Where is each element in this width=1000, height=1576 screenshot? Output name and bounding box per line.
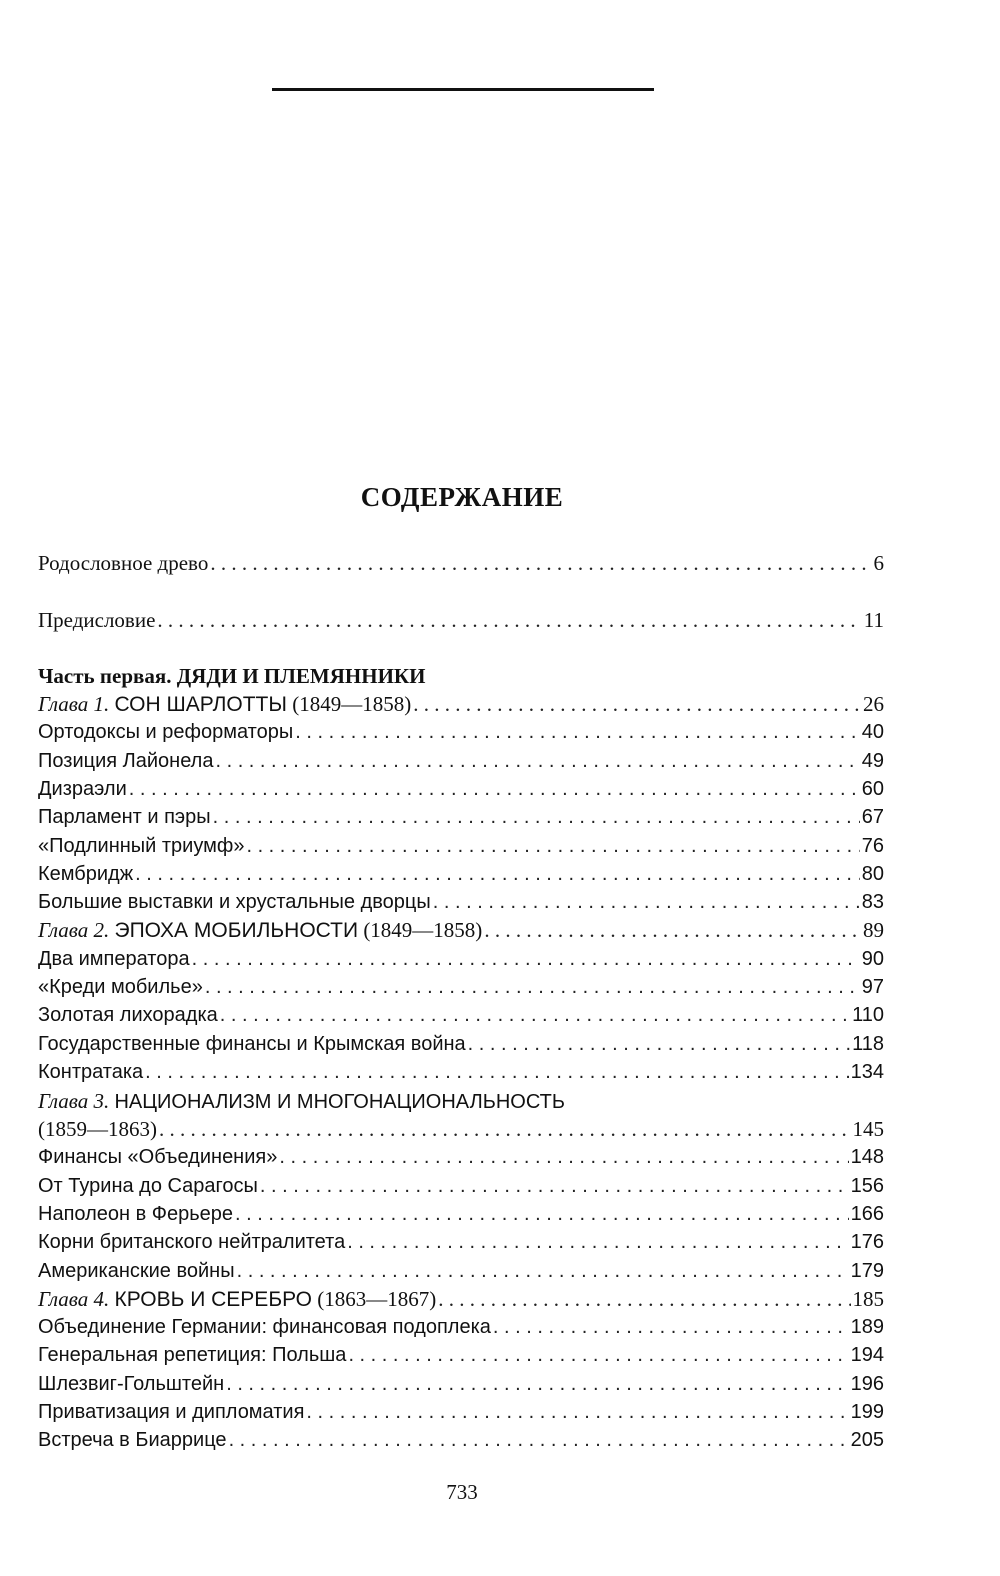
toc-entry-page: 166	[850, 1203, 884, 1225]
toc-entry-label: Золотая лихорадка	[38, 1004, 218, 1026]
toc-entry-page: 80	[861, 863, 884, 885]
toc-entry-label: Предисловие	[38, 608, 156, 632]
leader-dots	[433, 888, 860, 916]
leader-dots	[229, 1426, 849, 1454]
toc-entry-page: 60	[861, 778, 884, 800]
toc-entry-label: Контратака	[38, 1061, 144, 1083]
chapter-heading	[38, 916, 482, 945]
toc-section[interactable]	[38, 803, 884, 831]
toc-entry-label: Финансы «Объединения»	[38, 1146, 278, 1168]
toc-entry-label: Парламент и пэры	[38, 806, 211, 828]
leader-dots	[260, 1172, 849, 1200]
part-title: Часть первая. ДЯДИ И ПЛЕМЯННИКИ	[38, 664, 426, 688]
toc-chapter-1[interactable]	[38, 690, 884, 718]
toc-section[interactable]	[38, 973, 884, 1001]
leader-dots	[192, 945, 860, 973]
chapter-heading	[38, 1285, 436, 1314]
toc-section[interactable]	[38, 1001, 884, 1029]
toc-entry-label: Большие выставки и хрустальные дворцы	[38, 891, 431, 913]
leader-dots	[213, 803, 860, 831]
toc-entry-label: Ортодоксы и реформаторы	[38, 721, 294, 743]
toc-section[interactable]	[38, 888, 884, 916]
toc-entry-page: 110	[852, 1004, 884, 1026]
toc-entry-preface[interactable]	[38, 606, 884, 634]
toc-section[interactable]	[38, 1341, 884, 1369]
toc-entry-page: 189	[850, 1316, 884, 1338]
toc-entry-label: Родословное древо	[38, 551, 209, 575]
toc-section[interactable]	[38, 1030, 884, 1058]
leader-dots	[159, 1115, 851, 1143]
leader-dots	[235, 1200, 849, 1228]
toc-entry-page: 205	[850, 1429, 884, 1451]
toc-chapter-4[interactable]	[38, 1285, 884, 1313]
toc-entry-page: 6	[873, 551, 884, 575]
chapter-heading-line	[38, 1087, 565, 1116]
toc-entry-page: 49	[861, 750, 884, 772]
toc-entry-genealogy[interactable]	[38, 549, 884, 577]
toc-entry-label: Шлезвиг-Гольштейн	[38, 1373, 225, 1395]
toc-entry-page: 67	[861, 806, 884, 828]
toc-entry-page: 11	[863, 608, 884, 632]
toc-entry-page: 194	[850, 1344, 884, 1366]
toc-section[interactable]	[38, 832, 884, 860]
leader-dots	[237, 1257, 849, 1285]
toc-entry-page: 179	[850, 1260, 884, 1282]
chapter-prefix: Глава 1.	[38, 692, 110, 716]
toc-entry-page: 196	[850, 1373, 884, 1395]
chapter-dates: (1849—1858)	[363, 918, 483, 942]
leader-dots	[306, 1398, 848, 1426]
toc-chapter-3[interactable]	[38, 1115, 884, 1143]
toc-entry-page: 185	[852, 1287, 884, 1311]
leader-dots	[413, 690, 861, 718]
leader-dots	[145, 1058, 848, 1086]
page-number: 733	[446, 1480, 478, 1504]
toc-entry-label: Встреча в Биаррице	[38, 1429, 227, 1451]
toc-section[interactable]	[38, 1228, 884, 1256]
toc-section[interactable]	[38, 1143, 884, 1171]
toc-entry-page: 97	[861, 976, 884, 998]
top-rule	[272, 88, 654, 91]
toc-entry-page: 176	[850, 1231, 884, 1253]
leader-dots	[215, 747, 859, 775]
toc-section[interactable]	[38, 1200, 884, 1228]
toc-section[interactable]	[38, 1058, 884, 1086]
chapter-title: СОН ШАРЛОТТЫ	[114, 693, 287, 716]
toc-entry-page: 90	[861, 948, 884, 970]
chapter-prefix: Глава 4.	[38, 1287, 110, 1311]
toc-section[interactable]	[38, 1257, 884, 1285]
chapter-prefix: Глава 2.	[38, 918, 110, 942]
chapter-prefix: Глава 3.	[38, 1089, 110, 1113]
leader-dots	[438, 1285, 850, 1313]
chapter-heading	[38, 690, 411, 719]
toc-section[interactable]	[38, 1172, 884, 1200]
leader-dots	[210, 549, 871, 577]
chapter-dates: (1849—1858)	[292, 692, 412, 716]
leader-dots	[129, 775, 860, 803]
toc-entry-label: «Креди мобилье»	[38, 976, 203, 998]
page-title: СОДЕРЖАНИЕ	[360, 482, 564, 512]
toc-section[interactable]	[38, 1426, 884, 1454]
toc-entry-label: Два императора	[38, 948, 190, 970]
toc-section[interactable]	[38, 775, 884, 803]
toc-section[interactable]	[38, 1398, 884, 1426]
chapter-title: ЭПОХА МОБИЛЬНОСТИ	[114, 919, 359, 942]
chapter-title: НАЦИОНАЛИЗМ И МНОГОНАЦИОНАЛЬНОСТЬ	[114, 1091, 565, 1113]
toc-entry-label: Кембридж	[38, 863, 134, 885]
toc-entry-label: Генеральная репетиция: Польша	[38, 1344, 347, 1366]
leader-dots	[295, 718, 860, 746]
toc-entry-page: 26	[863, 692, 884, 716]
toc-entry-page: 76	[861, 835, 884, 857]
toc-section[interactable]	[38, 1313, 884, 1341]
toc-section[interactable]	[38, 860, 884, 888]
toc-section[interactable]	[38, 945, 884, 973]
toc-entry-page: 156	[850, 1175, 884, 1197]
leader-dots	[220, 1001, 850, 1029]
toc-entry-page: 148	[850, 1146, 884, 1168]
toc-entry-label: Государственные финансы и Крымская война	[38, 1033, 466, 1055]
toc-entry-label: Позиция Лайонела	[38, 750, 214, 772]
toc-entry-label: «Подлинный триумф»	[38, 835, 245, 857]
leader-dots	[246, 832, 859, 860]
toc-section[interactable]	[38, 747, 884, 775]
leader-dots	[157, 606, 861, 634]
chapter-title: КРОВЬ И СЕРЕБРО	[114, 1288, 312, 1311]
toc-entry-label: Дизраэли	[38, 778, 127, 800]
toc-entry-page: 89	[863, 918, 884, 942]
leader-dots	[348, 1341, 848, 1369]
toc-entry-page: 134	[850, 1061, 884, 1083]
chapter-dates: (1859—1863)	[38, 1117, 157, 1141]
leader-dots	[484, 916, 861, 944]
toc-entry-label: Американские войны	[38, 1260, 235, 1282]
toc-entry-label: От Турина до Сарагосы	[38, 1175, 258, 1197]
toc-section[interactable]	[38, 1370, 884, 1398]
toc-chapter-2[interactable]	[38, 916, 884, 944]
toc-entry-label: Объединение Германии: финансовая подоплека	[38, 1316, 491, 1338]
leader-dots	[493, 1313, 849, 1341]
toc-entry-page: 40	[861, 721, 884, 743]
toc-entry-page: 118	[852, 1033, 884, 1055]
toc-section[interactable]	[38, 718, 884, 746]
toc-entry-label: Наполеон в Ферьере	[38, 1203, 234, 1225]
leader-dots	[347, 1228, 848, 1256]
toc-entry-page: 199	[850, 1401, 884, 1423]
leader-dots	[468, 1030, 850, 1058]
toc-entry-page: 145	[852, 1117, 884, 1141]
leader-dots	[135, 860, 860, 888]
leader-dots	[226, 1370, 848, 1398]
leader-dots	[279, 1143, 848, 1171]
chapter-dates: (1863—1867)	[317, 1287, 437, 1311]
leader-dots	[205, 973, 860, 1001]
toc-entry-page: 83	[861, 891, 884, 913]
toc-entry-label: Приватизация и дипломатия	[38, 1401, 305, 1423]
toc-entry-label: Корни британского нейтралитета	[38, 1231, 346, 1253]
